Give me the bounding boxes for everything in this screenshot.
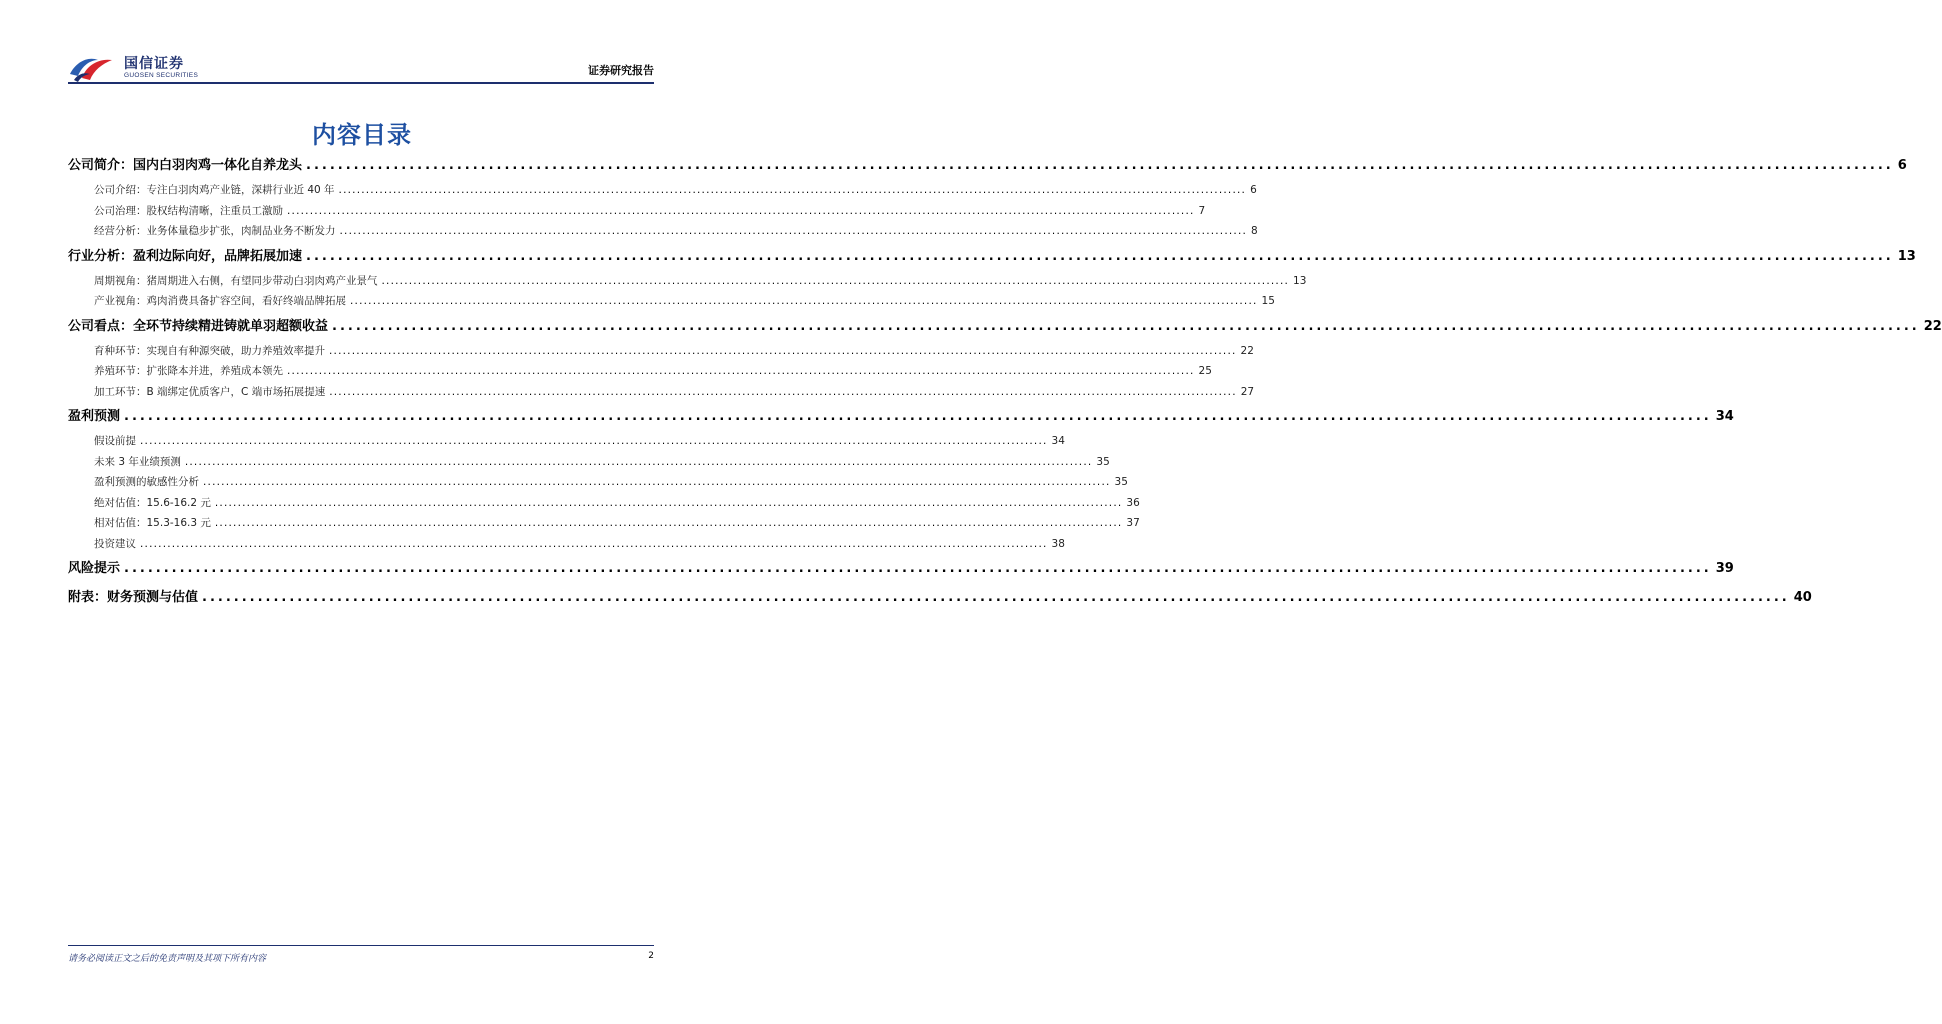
toc-entry-section[interactable] [68,312,1942,341]
toc-entry-page: 7 [1198,204,1206,217]
toc-leader-dots: ........................................................................................................................................................................................................ [184,455,1093,468]
toc-entry-page: 37 [1126,517,1140,529]
toc-entry-subsection[interactable] [68,271,1307,292]
toc-leader-dots: ........................................................................................................................................................................................................ [339,225,1248,237]
toc-entry-page: 27 [1240,385,1255,398]
toc-entry-label: 经营分析：业务体量稳步扩张，肉制品业务不断发力 [94,225,336,237]
toc-entry-label: 盈利预测的敏感性分析 [94,476,199,488]
toc-entry-subsection[interactable] [68,534,1065,555]
toc-entry-label: 周期视角：猪周期进入右侧，有望同步带动白羽肉鸡产业景气 [94,274,378,287]
toc-entry-subsection[interactable] [68,493,1140,514]
toc-leader-dots: ........................................................................................................................................................................................................ [124,561,1712,576]
toc-entry-section[interactable] [68,554,1734,583]
toc-entry-page: 36 [1126,496,1140,509]
guosen-logo-icon [68,52,114,82]
toc-leader-dots: ........................................................................................................................................................................................................ [329,385,1237,398]
toc-entry-label: 行业分析：盈利边际向好，品牌拓展加速 [68,248,303,264]
toc-entry-page: 6 [1250,184,1257,196]
toc-entry-subsection[interactable] [68,452,1110,473]
guosen-logo [68,50,248,82]
toc-leader-dots: ........................................................................................................................................................................................................ [140,435,1048,447]
toc-leader-dots: ........................................................................................................................................................................................................ [203,476,1111,488]
toc-leader-dots: ........................................................................................................................................................................................................ [332,318,1920,334]
toc-entry-subsection[interactable] [68,361,1212,382]
toc-leader-dots: ........................................................................................................................................................................................................ [124,409,1712,424]
toc-entry-page: 13 [1293,274,1307,287]
logo-chinese-name: 国信证券 [124,56,184,72]
page-header [68,50,654,84]
toc-leader-dots: ........................................................................................................................................................................................................ [306,158,1894,173]
toc-leader-dots: ........................................................................................................................................................................................................ [306,248,1894,264]
toc-leader-dots: ........................................................................................................................................................................................................ [140,537,1048,550]
toc-entry-page: 35 [1096,455,1110,468]
toc-leader-dots: ........................................................................................................................................................................................................ [287,365,1195,377]
toc-entry-section[interactable] [68,151,1907,180]
toc-entry-label: 加工环节：B 端绑定优质客户，C 端市场拓展提速 [94,385,326,398]
toc-entry-subsection[interactable] [68,341,1254,362]
toc-entry-page: 40 [1793,590,1812,605]
toc-leader-dots: ........................................................................................................................................................................................................ [214,517,1123,529]
toc-entry-label: 投资建议 [94,537,136,550]
toc-entry-subsection[interactable] [68,180,1257,201]
toc-entry-page: 22 [1923,318,1942,334]
footer-disclaimer: 请务必阅读正文之后的免责声明及其项下所有内容 [68,954,267,964]
toc-entry-label: 绝对估值：15.6-16.2 元 [94,496,211,509]
toc-entry-label: 公司看点：全环节持续精进铸就单羽超额收益 [68,318,329,334]
toc-entry-page: 38 [1051,537,1065,550]
toc-entry-label: 产业视角：鸡肉消费具备扩容空间，看好终端品牌拓展 [94,295,346,307]
toc-entry-label: 盈利预测 [68,409,121,424]
toc-entry-subsection[interactable] [68,431,1065,452]
toc-entry-page: 13 [1897,248,1916,264]
toc-leader-dots: ........................................................................................................................................................................................................ [338,184,1247,196]
toc-entry-page: 34 [1051,435,1065,447]
toc-leader-dots: ........................................................................................................................................................................................................ [381,274,1290,287]
page-number: 2 [648,951,654,961]
toc-entry-label: 育种环节：实现自有种源突破，助力养殖效率提升 [94,344,325,357]
toc-leader-dots: ........................................................................................................................................................................................................ [329,344,1237,357]
toc-leader-dots: ........................................................................................................................................................................................................ [214,496,1123,509]
toc-entry-section[interactable] [68,242,1916,271]
toc-entry-page: 22 [1240,344,1254,357]
toc-entry-subsection[interactable] [68,382,1255,403]
toc-entry-page: 25 [1198,365,1212,377]
toc-entry-page: 6 [1897,158,1907,173]
toc-entry-section[interactable] [68,583,1812,612]
toc-entry-label: 公司介绍：专注白羽肉鸡产业链，深耕行业近 40 年 [94,184,335,196]
toc-entry-label: 公司治理：股权结构清晰，注重员工激励 [94,204,283,217]
toc-entry-page: 15 [1261,295,1275,307]
toc-entry-label: 附表：财务预测与估值 [68,590,199,605]
toc-entry-page: 35 [1114,476,1128,488]
footer-divider [68,945,654,946]
toc-entry-label: 风险提示 [68,561,121,576]
toc-entry-subsection[interactable] [68,291,1275,312]
toc-entry-label: 养殖环节：扩张降本并进，养殖成本领先 [94,365,283,377]
toc-entry-subsection[interactable] [68,472,1128,493]
toc-entry-page: 8 [1251,225,1258,237]
toc-leader-dots: ........................................................................................................................................................................................................ [287,204,1195,217]
toc-entry-page: 39 [1715,561,1734,576]
toc-entry-label: 未来 3 年业绩预测 [94,455,181,468]
toc-entry-subsection[interactable] [68,513,1140,534]
toc-entry-label: 相对估值：15.3-16.3 元 [94,517,211,529]
report-type-label: 证券研究报告 [588,64,654,77]
header-divider [68,82,654,84]
toc-entry-subsection[interactable] [68,201,1206,222]
toc-title: 内容目录 [312,121,412,149]
toc-leader-dots: ........................................................................................................................................................................................................ [202,590,1790,605]
logo-english-name: GUOSEN SECURITIES [124,72,199,79]
toc-entry-subsection[interactable] [68,221,1258,242]
toc-leader-dots: ........................................................................................................................................................................................................ [350,295,1258,307]
table-of-contents [68,151,1942,612]
toc-entry-section[interactable] [68,402,1734,431]
toc-entry-label: 公司简介：国内白羽肉鸡一体化自养龙头 [68,158,303,173]
toc-entry-label: 假设前提 [94,435,136,447]
toc-entry-page: 34 [1715,409,1734,424]
